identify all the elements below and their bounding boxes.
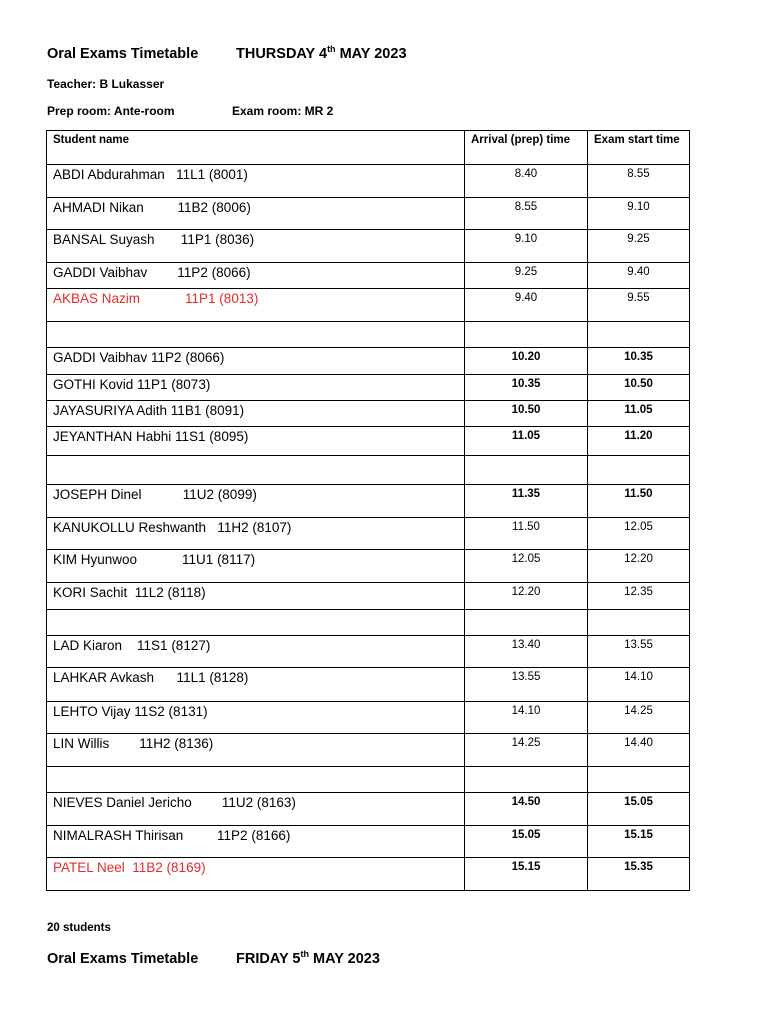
table-row bbox=[47, 702, 690, 734]
table-row bbox=[47, 734, 690, 767]
arrival-time-cell: 11.35 bbox=[465, 485, 588, 518]
table-header-row bbox=[47, 131, 690, 165]
next-timetable-date bbox=[236, 951, 380, 967]
exam-start-time-cell: 12.05 bbox=[588, 518, 690, 550]
exam-start-time-cell: 15.15 bbox=[588, 826, 690, 858]
arrival-time-cell bbox=[465, 767, 588, 793]
arrival-time-cell: 8.40 bbox=[465, 165, 588, 198]
table-spacer-row bbox=[47, 610, 690, 636]
table-row bbox=[47, 668, 690, 702]
table-row bbox=[47, 263, 690, 289]
student-name-cell: LEHTO Vijay 11S2 (8131) bbox=[47, 702, 465, 734]
column-header-arrival: Arrival (prep) time bbox=[465, 131, 588, 165]
exam-start-time-cell: 12.35 bbox=[588, 583, 690, 610]
exam-start-time-cell: 11.50 bbox=[588, 485, 690, 518]
column-header-student: Student name bbox=[47, 131, 465, 165]
table-row bbox=[47, 793, 690, 826]
table-row bbox=[47, 401, 690, 427]
arrival-time-cell: 9.10 bbox=[465, 230, 588, 263]
date-suffix: th bbox=[327, 44, 336, 54]
exam-start-time-cell: 9.55 bbox=[588, 289, 690, 322]
table-spacer-row bbox=[47, 767, 690, 793]
student-name-cell: GADDI Vaibhav 11P2 (8066) bbox=[47, 263, 465, 289]
exam-start-time-cell: 10.50 bbox=[588, 375, 690, 401]
table-row bbox=[47, 485, 690, 518]
exam-start-time-cell: 13.55 bbox=[588, 636, 690, 668]
student-name-cell: NIMALRASH Thirisan 11P2 (8166) bbox=[47, 826, 465, 858]
arrival-time-cell: 14.50 bbox=[465, 793, 588, 826]
exam-start-time-cell: 11.05 bbox=[588, 401, 690, 427]
student-name-cell bbox=[47, 456, 465, 485]
table-row bbox=[47, 375, 690, 401]
student-name-cell: LAHKAR Avkash 11L1 (8128) bbox=[47, 668, 465, 702]
exam-start-time-cell: 9.10 bbox=[588, 198, 690, 230]
timetable-table bbox=[46, 130, 690, 891]
table-row bbox=[47, 550, 690, 583]
student-name-cell: ABDI Abdurahman 11L1 (8001) bbox=[47, 165, 465, 198]
arrival-time-cell: 14.10 bbox=[465, 702, 588, 734]
next-timetable-heading bbox=[47, 949, 380, 967]
exam-start-time-cell: 8.55 bbox=[588, 165, 690, 198]
timetable-body bbox=[47, 165, 690, 891]
arrival-time-cell: 9.25 bbox=[465, 263, 588, 289]
student-name-cell: GOTHI Kovid 11P1 (8073) bbox=[47, 375, 465, 401]
exam-start-time-cell: 15.05 bbox=[588, 793, 690, 826]
table-row bbox=[47, 583, 690, 610]
table-row bbox=[47, 858, 690, 891]
next-date-tail: MAY 2023 bbox=[308, 951, 380, 967]
table-row bbox=[47, 518, 690, 550]
date-tail: MAY 2023 bbox=[335, 46, 407, 62]
student-name-cell: BANSAL Suyash 11P1 (8036) bbox=[47, 230, 465, 263]
exam-room: Exam room: MR 2 bbox=[232, 104, 334, 118]
student-name-cell: KORI Sachit 11L2 (8118) bbox=[47, 583, 465, 610]
table-row bbox=[47, 230, 690, 263]
exam-start-time-cell: 9.25 bbox=[588, 230, 690, 263]
student-name-cell: JEYANTHAN Habhi 11S1 (8095) bbox=[47, 427, 465, 456]
next-timetable-title: Oral Exams Timetable bbox=[47, 951, 199, 967]
arrival-time-cell: 10.50 bbox=[465, 401, 588, 427]
student-name-cell: GADDI Vaibhav 11P2 (8066) bbox=[47, 348, 465, 375]
exam-start-time-cell: 14.25 bbox=[588, 702, 690, 734]
table-row bbox=[47, 826, 690, 858]
exam-start-time-cell bbox=[588, 322, 690, 348]
student-name-cell: JOSEPH Dinel 11U2 (8099) bbox=[47, 485, 465, 518]
arrival-time-cell: 13.40 bbox=[465, 636, 588, 668]
teacher-name: Teacher: B Lukasser bbox=[47, 77, 165, 91]
table-spacer-row bbox=[47, 456, 690, 485]
arrival-time-cell: 12.20 bbox=[465, 583, 588, 610]
arrival-time-cell: 14.25 bbox=[465, 734, 588, 767]
arrival-time-cell bbox=[465, 322, 588, 348]
exam-start-time-cell: 9.40 bbox=[588, 263, 690, 289]
arrival-time-cell: 15.15 bbox=[465, 858, 588, 891]
timetable-title: Oral Exams Timetable bbox=[47, 46, 199, 62]
next-date-main: FRIDAY 5 bbox=[236, 951, 301, 967]
student-name-cell: AHMADI Nikan 11B2 (8006) bbox=[47, 198, 465, 230]
next-date-suffix: th bbox=[300, 949, 309, 959]
exam-start-time-cell bbox=[588, 767, 690, 793]
student-count: 20 students bbox=[47, 922, 111, 934]
arrival-time-cell bbox=[465, 456, 588, 485]
exam-start-time-cell: 14.40 bbox=[588, 734, 690, 767]
arrival-time-cell: 11.50 bbox=[465, 518, 588, 550]
timetable-date bbox=[236, 46, 407, 62]
timetable-heading bbox=[47, 44, 407, 62]
arrival-time-cell: 8.55 bbox=[465, 198, 588, 230]
exam-start-time-cell: 12.20 bbox=[588, 550, 690, 583]
prep-room: Prep room: Ante-room bbox=[47, 104, 175, 118]
arrival-time-cell: 10.20 bbox=[465, 348, 588, 375]
student-name-cell bbox=[47, 322, 465, 348]
arrival-time-cell: 15.05 bbox=[465, 826, 588, 858]
exam-start-time-cell bbox=[588, 456, 690, 485]
table-spacer-row bbox=[47, 322, 690, 348]
student-name-cell: AKBAS Nazim 11P1 (8013) bbox=[47, 289, 465, 322]
student-name-cell: KIM Hyunwoo 11U1 (8117) bbox=[47, 550, 465, 583]
date-main: THURSDAY 4 bbox=[236, 46, 328, 62]
rooms-line bbox=[47, 104, 334, 118]
exam-start-time-cell: 11.20 bbox=[588, 427, 690, 456]
arrival-time-cell bbox=[465, 610, 588, 636]
arrival-time-cell: 12.05 bbox=[465, 550, 588, 583]
student-name-cell bbox=[47, 610, 465, 636]
student-name-cell: LAD Kiaron 11S1 (8127) bbox=[47, 636, 465, 668]
exam-start-time-cell: 10.35 bbox=[588, 348, 690, 375]
student-name-cell: PATEL Neel 11B2 (8169) bbox=[47, 858, 465, 891]
column-header-start: Exam start time bbox=[588, 131, 690, 165]
table-row bbox=[47, 289, 690, 322]
table-row bbox=[47, 198, 690, 230]
student-name-cell: NIEVES Daniel Jericho 11U2 (8163) bbox=[47, 793, 465, 826]
table-row bbox=[47, 348, 690, 375]
arrival-time-cell: 11.05 bbox=[465, 427, 588, 456]
exam-start-time-cell bbox=[588, 610, 690, 636]
student-name-cell: LIN Willis 11H2 (8136) bbox=[47, 734, 465, 767]
exam-start-time-cell: 15.35 bbox=[588, 858, 690, 891]
teacher-line bbox=[47, 77, 164, 91]
table-row bbox=[47, 636, 690, 668]
arrival-time-cell: 13.55 bbox=[465, 668, 588, 702]
arrival-time-cell: 10.35 bbox=[465, 375, 588, 401]
table-row bbox=[47, 165, 690, 198]
student-name-cell bbox=[47, 767, 465, 793]
student-name-cell: KANUKOLLU Reshwanth 11H2 (8107) bbox=[47, 518, 465, 550]
exam-start-time-cell: 14.10 bbox=[588, 668, 690, 702]
arrival-time-cell: 9.40 bbox=[465, 289, 588, 322]
student-name-cell: JAYASURIYA Adith 11B1 (8091) bbox=[47, 401, 465, 427]
table-row bbox=[47, 427, 690, 456]
